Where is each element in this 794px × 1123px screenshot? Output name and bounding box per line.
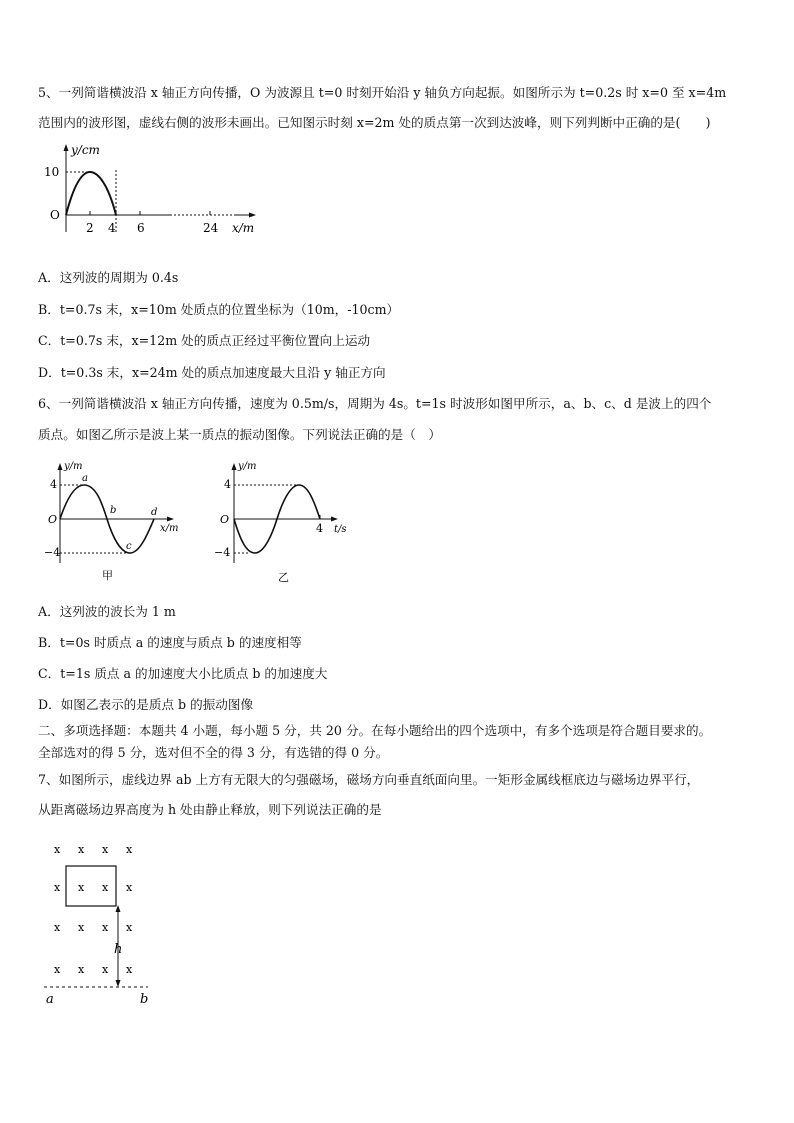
q7-field-cross: x bbox=[78, 963, 85, 976]
q6-jia-y-pos: 4 bbox=[50, 478, 57, 491]
q5-x-tick-6: 6 bbox=[137, 221, 145, 235]
q6-option-d: D．如图乙表示的是质点 b 的振动图像 bbox=[38, 697, 254, 712]
q5-option-a: A．这列波的周期为 0.4s bbox=[38, 270, 179, 285]
q5-wave-curve bbox=[66, 172, 116, 215]
q7-field-cross: x bbox=[54, 881, 61, 894]
q7-h-label: h bbox=[114, 942, 123, 957]
q6-yi-y-label: y/m bbox=[238, 461, 257, 472]
q6-option-a: A．这列波的波长为 1 m bbox=[38, 604, 176, 619]
q7-a-label: a bbox=[46, 992, 54, 1007]
q6-point-b: b bbox=[110, 505, 117, 516]
q6-figure-yi bbox=[210, 455, 360, 585]
q5-x-tick-2: 2 bbox=[86, 221, 94, 235]
q7-b-label: b bbox=[140, 992, 149, 1007]
q7-stem-line1: 7、如图所示，虚线边界 ab 上方有无限大的匀强磁场，磁场方向垂直纸面向里。一矩形金属线框底边与磁场边界平行， bbox=[38, 772, 700, 787]
q6-yi-x-tick: 4 bbox=[316, 522, 323, 535]
q7-field-cross: x bbox=[126, 921, 133, 934]
q7-magnetic-field-figure bbox=[40, 835, 170, 1010]
q5-option-d: D．t=0.3s 末，x=24m 处的质点加速度最大且沿 y 轴正方向 bbox=[38, 365, 386, 380]
q5-option-c: C．t=0.7s 末，x=12m 处的质点正经过平衡位置向上运动 bbox=[38, 333, 371, 348]
q7-stem-line2: 从距离磁场边界高度为 h 处由静止释放，则下列说法正确的是 bbox=[38, 802, 382, 817]
q6-stem-line1: 6、一列简谐横波沿 x 轴正方向传播，速度为 0.5m/s，周期为 4s。t=1s 时波形如图甲所示，a、b、c、d 是波上的四个 bbox=[38, 396, 712, 411]
q6-yi-y-neg: −4 bbox=[214, 546, 231, 559]
q7-field-cross: x bbox=[102, 881, 109, 894]
q5-stem-line2: 范围内的波形图，虚线右侧的波形未画出。已知图示时刻 x=2m 处的质点第一次到达波峰，则下列判断中正确的是( ) bbox=[38, 115, 711, 130]
q6-point-d: d bbox=[151, 507, 158, 518]
q6-yi-origin: O bbox=[220, 513, 230, 526]
q7-field-cross: x bbox=[54, 921, 61, 934]
q6-point-a: a bbox=[82, 473, 88, 484]
q5-y-label: y/cm bbox=[71, 143, 100, 157]
q7-wire-frame bbox=[66, 866, 116, 906]
q7-field-cross: x bbox=[78, 921, 85, 934]
q5-x-tick-4: 4 bbox=[108, 221, 116, 235]
q6-jia-x-label: x/m bbox=[160, 523, 179, 534]
q6-yi-caption: 乙 bbox=[278, 571, 289, 584]
q6-option-b: B．t=0s 时质点 a 的速度与质点 b 的速度相等 bbox=[38, 635, 302, 650]
q7-field-cross: x bbox=[126, 963, 133, 976]
q6-jia-y-neg: −4 bbox=[44, 546, 61, 559]
q6-jia-origin: O bbox=[48, 513, 58, 526]
q5-stem-line1: 5、一列简谐横波沿 x 轴正方向传播，O 为波源且 t=0 时刻开始沿 y 轴负方向起振。如图所示为 t=0.2s 时 x=0 至 x=4m bbox=[38, 85, 727, 100]
q7-field-cross: x bbox=[102, 921, 109, 934]
q7-field-cross: x bbox=[54, 843, 61, 856]
section2-instructions-line2: 全部选对的得 5 分，选对但不全的得 3 分，有选错的得 0 分。 bbox=[38, 745, 389, 760]
q5-option-b: B．t=0.7s 末，x=10m 处质点的位置坐标为（10m，-10cm） bbox=[38, 302, 400, 317]
q5-x-tick-24: 24 bbox=[203, 221, 219, 235]
q6-stem-line2: 质点。如图乙所示是波上某一质点的振动图像。下列说法正确的是（ ） bbox=[38, 427, 441, 442]
q6-jia-caption: 甲 bbox=[102, 569, 113, 582]
q7-field-cross: x bbox=[126, 881, 133, 894]
q7-field-cross: x bbox=[78, 843, 85, 856]
q5-y-tick: 10 bbox=[44, 165, 60, 179]
q6-yi-x-label: t/s bbox=[334, 524, 347, 535]
q6-point-c: c bbox=[126, 541, 132, 552]
q6-yi-y-pos: 4 bbox=[224, 478, 231, 491]
q6-figure-jia bbox=[40, 455, 190, 585]
q6-jia-y-label: y/m bbox=[64, 461, 83, 472]
section2-instructions-line1: 二、多项选择题：本题共 4 小题，每小题 5 分，共 20 分。在每小题给出的四个选项中，有多个选项是符合题目要求的。 bbox=[38, 723, 712, 738]
q7-field-cross: x bbox=[54, 963, 61, 976]
q7-field-cross: x bbox=[78, 881, 85, 894]
q7-field-cross: x bbox=[102, 843, 109, 856]
q5-x-label: x/m bbox=[232, 221, 255, 235]
q5-wave-figure bbox=[40, 140, 270, 240]
q7-field-cross: x bbox=[102, 963, 109, 976]
q5-origin: O bbox=[50, 208, 60, 222]
q6-option-c: C．t=1s 质点 a 的加速度大小比质点 b 的加速度大 bbox=[38, 666, 328, 681]
q7-field-cross: x bbox=[126, 843, 133, 856]
